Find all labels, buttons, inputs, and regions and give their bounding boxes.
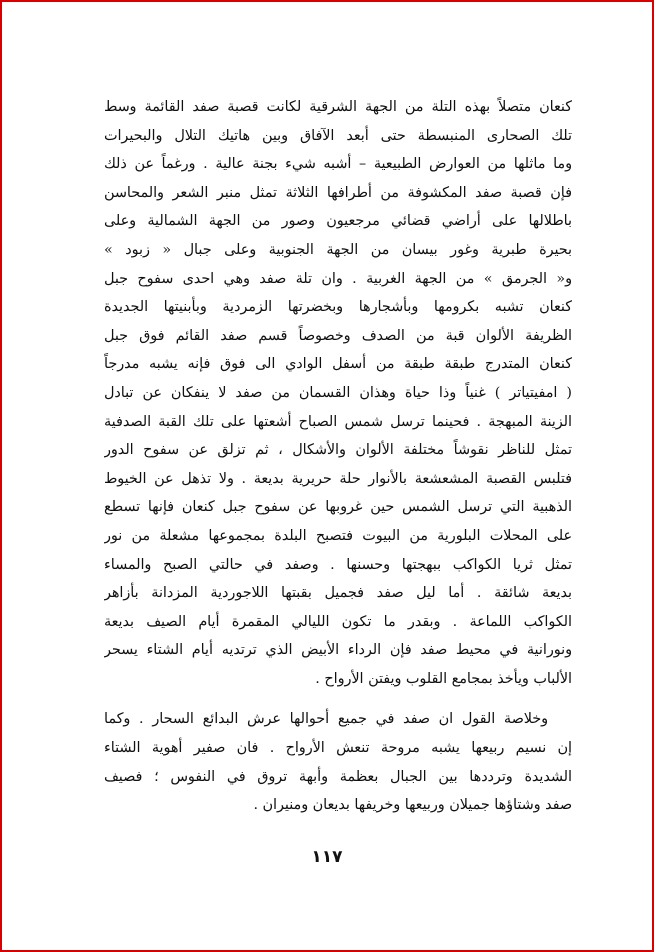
paragraph-gap <box>104 693 572 705</box>
text-line: كنعان تشبه بكرومها وبأشجارها وبخضرتها الزمردية وبأبنيتها الجديدة <box>104 299 572 316</box>
text-line: وما ماثلها من العوارض الطبيعية – أشبه شيء بجنة عالية . ورغماً عن ذلك <box>104 156 572 173</box>
text-line: كنعان المتدرج طبقة طبقة من أسفل الوادي الى فوق فإنه يشبه مدرجاً <box>104 356 572 373</box>
text-line: تمثل ثريا الكواكب ببهجتها وحسنها . وصفد في حالتي الصبح والمساء <box>104 556 572 573</box>
text-line: الشديدة وترددها بين الجبال بعظمة وأبهة تروق في النفوس ؛ فصيف <box>104 768 572 785</box>
text-line: صفد وشتاؤها جميلان وربيعها وخريفها بديعان ومنيران . <box>253 797 572 814</box>
text-line: تلك الصحارى المنبسطة حتى أبعد الآفاق وبين هاتيك التلال والبحيرات <box>104 127 572 144</box>
text-line: الذهبية التي ترسل الشمس حين غروبها عن سفوح جبل كنعان فإنها تسطع <box>104 499 572 516</box>
text-line: الظريفة الألوان قبة من الصدف وخصوصاً قسم صفد القائم فوق جبل <box>104 327 572 344</box>
paragraph-1 <box>104 93 572 693</box>
text-line: تمثل للناظر نقوشاً مختلفة الألوان والأشكال ، ثم تزلق عن سفوح الدور <box>104 442 572 459</box>
text-line: ( امفيتياتر ) غنياً وذا حياة وهذان القسمان من صفد لا ينفكان عن تبادل <box>104 384 572 401</box>
text-line: فإن قصبة صفد المكشوفة من أطرافها الثلاثة تمثل منبر الشعر والمحاسن <box>104 184 572 201</box>
paragraph-2 <box>104 705 572 819</box>
text-line: بديعة شائقة . أما ليل صفد فجميل بقبتها اللاجوردية المزدانة بأزاهر <box>104 585 572 602</box>
text-line: و« الجرمق » من الجهة الغربية . وان تلة صفد وهي احدى سفوح جبل <box>104 270 572 287</box>
text-line: إن نسيم ربيعها يشبه مروحة تنعش الأرواح . فان صفير أهوية الشتاء <box>104 740 572 757</box>
text-line: باطلالها على أراضي قضائي مرجعيون وصور من الجهة الشمالية وعلى <box>104 213 572 230</box>
page-body <box>104 93 572 820</box>
text-line: الزينة المبهجة . فحينما ترسل شمس الصباح أشعتها على تلك القبة الصدفية <box>104 413 572 430</box>
page-number: ١١٧ <box>311 847 343 867</box>
text-line: الكواكب اللماعة . وبقدر ما تكون الليالي المقمرة أيام الصيف بديعة <box>104 613 572 630</box>
text-line: وخلاصة القول ان صفد في جميع أحوالها عرش البدائع السحار . وكما <box>104 711 548 728</box>
text-line: الألباب ويأخذ بمجامع القلوب ويفتن الأرواح . <box>315 670 572 687</box>
text-line: على المحلات البلورية من البيوت فتصبح البلدة بمجموعها مشعلة من نور <box>104 527 572 544</box>
text-line: بحيرة طبرية وغور بيسان من الجهة الجنوبية وعلى جبال « زبود » <box>104 241 572 258</box>
text-line: فتلبس القصبة المشعشعة بالأنوار حلة حريرية بديعة . ولا تذهل عن الخيوط <box>104 470 572 487</box>
text-line: ونورانية في محيط صفد فإن الرداء الأبيض الذي ترتديه أيام الشتاء يسحر <box>104 642 572 659</box>
text-line: كنعان متصلاً بهذه التلة من الجهة الشرقية لكانت قصبة صفد القائمة وسط <box>104 99 572 115</box>
